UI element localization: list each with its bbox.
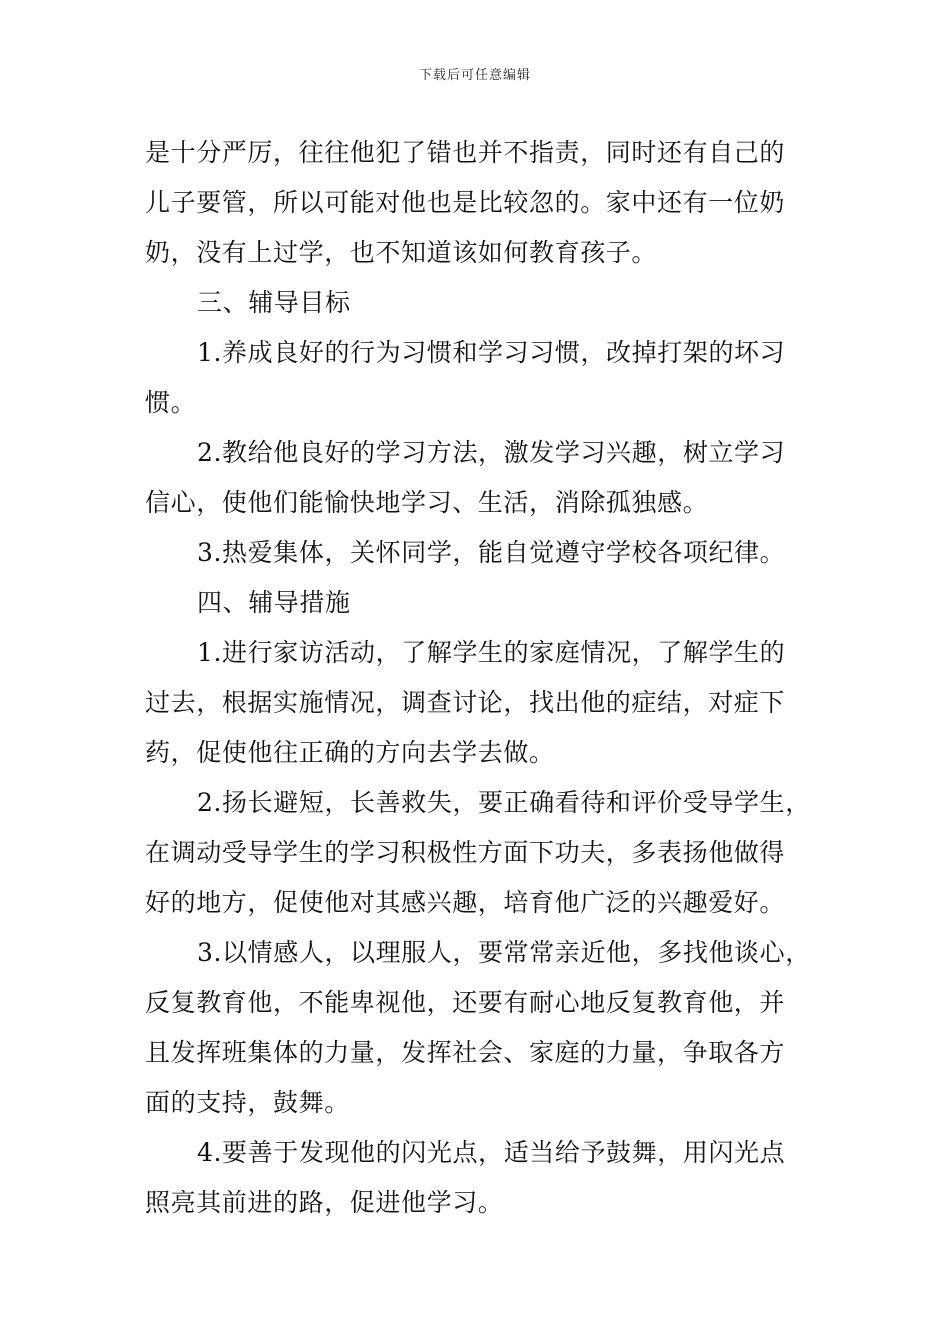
section-heading: 三、辅导目标	[197, 288, 351, 317]
list-item: 1.养成良好的行为习惯和学习习惯，改掉打架的坏习	[197, 338, 786, 367]
list-item: 4.要善于发现他的闪光点，适当给予鼓舞，用闪光点	[197, 1138, 786, 1167]
list-item: 3.以情感人，以理服人，要常常亲近他，多找他谈心，	[197, 938, 811, 967]
text-line: 奶，没有上过学，也不知道该如何教育孩子。	[145, 238, 658, 267]
text-line: 好的地方，促使他对其感兴趣，培育他广泛的兴趣爱好。	[145, 888, 786, 917]
text-line: 是十分严厉，往往他犯了错也并不指责，同时还有自己的	[145, 138, 786, 167]
page-header: 下载后可任意编辑	[418, 68, 531, 83]
text-line: 惯。	[145, 388, 197, 417]
text-line: 过去，根据实施情况，调查讨论，找出他的症结，对症下	[145, 688, 786, 717]
text-line: 在调动受导学生的学习积极性方面下功夫，多表扬他做得	[145, 838, 786, 867]
document-body	[145, 128, 811, 1228]
text-line: 信心，使他们能愉快地学习、生活，消除孤独感。	[145, 488, 709, 517]
text-line: 反复教育他，不能卑视他，还要有耐心地反复教育他，并	[145, 988, 786, 1017]
list-item: 2.教给他良好的学习方法，激发学习兴趣，树立学习	[197, 438, 786, 467]
text-line: 药，促使他往正确的方向去学去做。	[145, 738, 555, 767]
text-line: 面的支持，鼓舞。	[145, 1088, 350, 1117]
section-heading: 四、辅导措施	[197, 588, 351, 617]
text-line: 儿子要管，所以可能对他也是比较忽的。家中还有一位奶	[145, 188, 786, 217]
text-line: 照亮其前进的路，促进他学习。	[145, 1188, 504, 1217]
text-line: 且发挥班集体的力量，发挥社会、家庭的力量，争取各方	[145, 1038, 786, 1067]
list-item: 3.热爱集体，关怀同学，能自觉遵守学校各项纪律。	[197, 538, 786, 567]
list-item: 1.进行家访活动，了解学生的家庭情况，了解学生的	[197, 638, 786, 667]
list-item: 2.扬长避短，长善救失，要正确看待和评价受导学生，	[197, 788, 811, 817]
